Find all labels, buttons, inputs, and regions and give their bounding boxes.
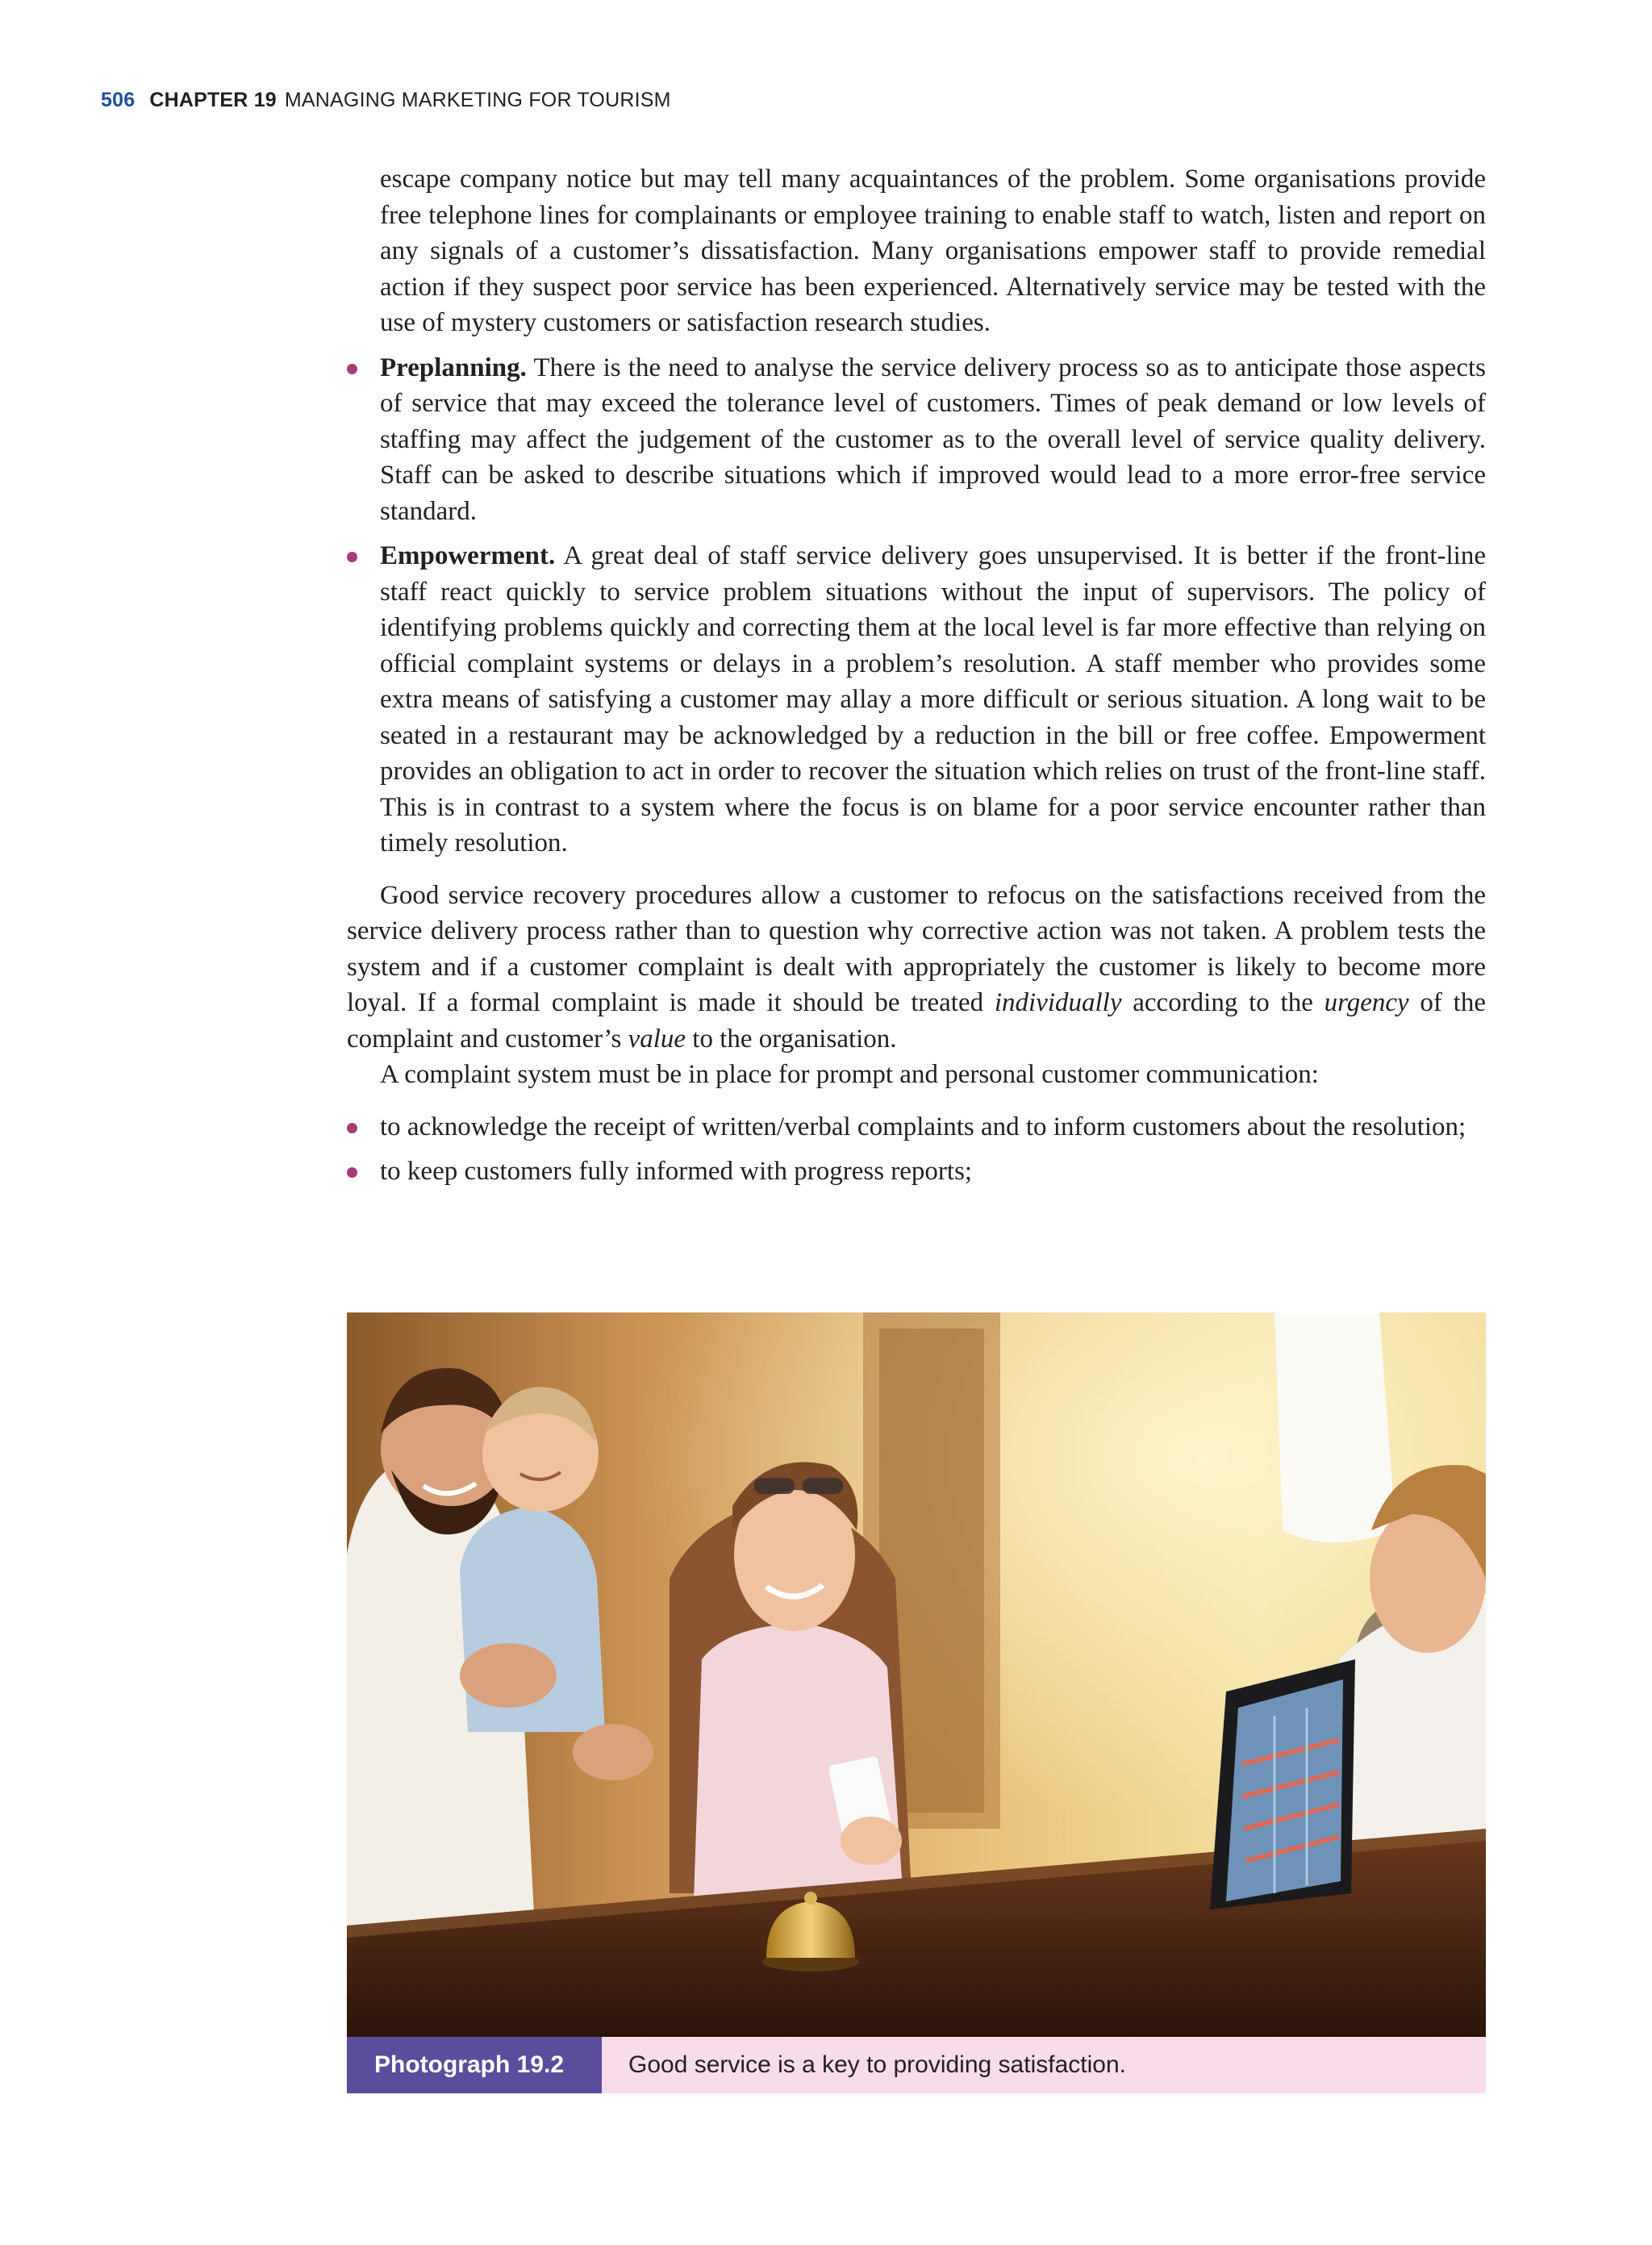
page-number: 506 (101, 89, 136, 111)
bullet-icon (347, 1167, 357, 1178)
running-head (101, 89, 671, 112)
list-item (347, 1109, 1486, 1145)
figure-caption (347, 2037, 1486, 2093)
bullet-title: Empowerment. (380, 541, 556, 570)
continuation-paragraph: escape company notice but may tell many acquaintances of the problem. Some organisations provide free telephone lines for complainants or employee training to enable staff to watch, listen and report on any signals of a customer’s dissatisfaction. Many organisations empower staff to provide remedial action if they suspect poor service has been experienced. Alternatively service may be tested with the use of mystery customers or satisfaction research studies. (380, 165, 1486, 337)
bullet-preplanning (347, 350, 1486, 530)
body-text (347, 161, 1486, 1190)
caption-text: Good service is a key to providing satisfaction. (602, 2037, 1486, 2093)
bullet-icon (347, 1123, 357, 1133)
bullet-text: A great deal of staff service delivery goes unsupervised. It is better if the front-line staff react quickly to service problem situations without the input of supervisors. The policy of identifying problems quickly and correcting them at the local level is far more effective than relying on official complaint systems or delays in a problem’s resolution. A staff member who provides some extra means of satisfying a customer may allay a more difficult or serious situation. A long wait to be seated in a restaurant may be acknowledged by a reduction in the bill or free coffee. Empowerment provides an obligation to act in order to recover the situation which relies on trust of the front-line staff. This is in contrast to a system where the focus is on blame for a poor service encounter rather than timely resolution. (380, 541, 1486, 858)
text-run: of the complaint and customer’s (347, 988, 1486, 1054)
chapter-number: CHAPTER 19 (149, 89, 277, 111)
bullet-text: There is the need to analyse the service delivery process so as to anticipate those aspects of service that may exceed the tolerance level of customers. Times of peak demand or low levels of staffing may affect the judgement of the customer as to the overall level of service quality delivery. Staff can be asked to describe situations which if improved would lead to a more error-free service standard. (380, 353, 1486, 526)
photo-illustration (347, 1312, 1486, 2037)
chapter-title: MANAGING MARKETING FOR TOURISM (284, 89, 671, 111)
recovery-paragraph (347, 878, 1486, 1058)
bullet-title: Preplanning. (380, 353, 527, 382)
bullet-empowerment (347, 538, 1486, 862)
emphasis: individually (994, 988, 1122, 1017)
caption-label: Photograph 19.2 (347, 2037, 602, 2093)
text-run: Good service recovery procedures allow a customer to refocus on the satisfactions received from the service delivery process rather than to question why corrective action was not taken. A problem tests the system and if a customer complaint is dealt with appropriately the customer is likely to become more loyal. If a formal complaint is made it should be treated (347, 880, 1486, 1017)
complaint-system-paragraph: A complaint system must be in place for prompt and personal customer communication: (380, 1060, 1319, 1089)
bullet-icon (347, 552, 357, 562)
list-item (347, 1154, 1486, 1190)
text-run: to the organisation. (686, 1024, 897, 1054)
emphasis: urgency (1324, 988, 1409, 1017)
list-item-text: to keep customers fully informed with progress reports; (380, 1157, 973, 1186)
text-run: according to the (1121, 988, 1325, 1017)
hotel-reception-photo (347, 1312, 1486, 2037)
emphasis: value (628, 1024, 686, 1054)
list-item-text: to acknowledge the receipt of written/verbal complaints and to inform customers about the resolution; (380, 1112, 1466, 1141)
bullet-icon (347, 364, 357, 374)
